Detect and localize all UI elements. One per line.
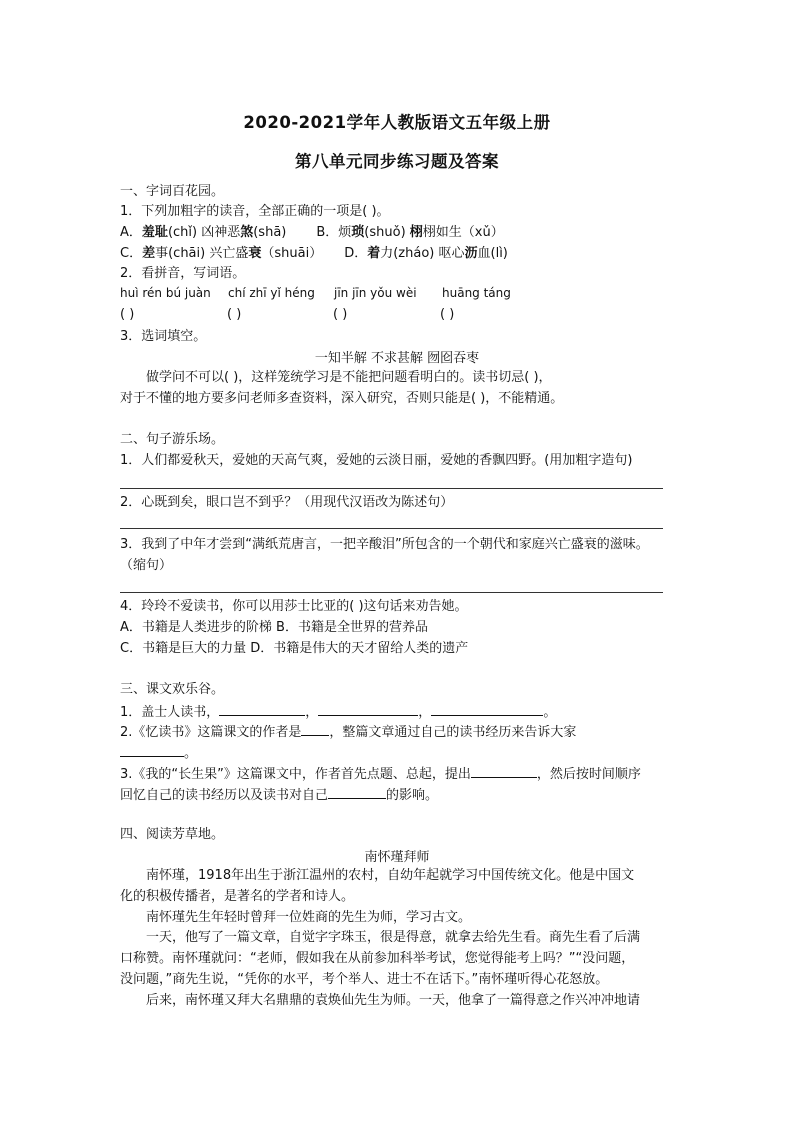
reading-title: 南怀瑾拜师 (364, 850, 430, 865)
reading-line: 口称赞。南怀瑾就问：“老师，假如我在从前参加科举考试，您觉得能考上吗？”“没问题， (120, 951, 635, 966)
s1-q3-paragraph-line-1: 做学问不可以( )，这样笼统学习是不能把问题看明白的。读书切忌( )， (146, 370, 552, 385)
word-choices: 一知半解 不求甚解 囫囵吞枣 (314, 351, 480, 366)
s1-question-2: 2．看拼音，写词语。 (120, 266, 246, 281)
s2-question-3-line-2: （缩句） (120, 558, 173, 573)
answer-bracket[interactable]: ( ) (333, 307, 348, 322)
document-subtitle: 第八单元同步练习题及答案 (295, 152, 499, 171)
s2-question-1: 1．人们都爱秋天，爱她的天高气爽，爱她的云淡日丽，爱她的香飘四野。(用加粗字造句) (120, 453, 633, 468)
pinyin-item: huāng táng (442, 286, 511, 300)
section-1-heading: 一、字词百花园。 (120, 184, 225, 199)
pinyin-item: huì rén bú juàn (120, 286, 211, 300)
s1-question-3: 3．选词填空。 (120, 329, 207, 344)
fill-blank[interactable] (120, 743, 184, 757)
s1-q3-paragraph-line-2: 对于不懂的地方要多问老师多查资料，深入研究，否则只能是( )，不能精通。 (120, 391, 564, 406)
s3-question-2-cont: 。 (120, 743, 197, 762)
answer-bracket[interactable]: ( ) (440, 307, 455, 322)
answer-line[interactable] (120, 528, 663, 529)
reading-line: 化的积极传播者，是著名的学者和诗人。 (120, 889, 355, 904)
section-4-heading: 四、阅读芳草地。 (120, 827, 225, 842)
answer-bracket[interactable]: ( ) (227, 307, 242, 322)
s2-q4-options-ab: A．书籍是人类进步的阶梯 B．书籍是全世界的营养品 (120, 620, 428, 635)
pinyin-item: jīn jīn yǒu wèi (334, 286, 417, 300)
pinyin-item: chí zhī yǐ héng (228, 286, 315, 300)
section-2-heading: 二、句子游乐场。 (120, 432, 225, 447)
fill-blank[interactable] (318, 702, 418, 716)
s2-question-2: 2．心既到矣，眼口岂不到乎？（用现代汉语改为陈述句） (120, 495, 454, 510)
s2-question-3-line-1: 3．我到了中年才尝到“满纸荒唐言，一把辛酸泪”所包含的一个朝代和家庭兴亡盛衰的滋味。 (120, 537, 649, 552)
fill-blank[interactable] (431, 702, 543, 716)
s3-question-3: 3.《我的“长生果”》这篇课文中，作者首先点题、总起，提出 ，然后按时间顺序 (120, 764, 641, 783)
reading-line: 没问题，”商先生说，“凭你的水平，考个举人、进士不在话下。”南怀瑾听得心花怒放。 (120, 972, 609, 987)
s3-question-2: 2.《忆读书》这篇课文的作者是 ，整篇文章通过自己的读书经历来告诉大家 (120, 722, 576, 741)
s2-question-4: 4．玲玲不爱读书，你可以用莎士比亚的( )这句话来劝告她。 (120, 599, 468, 614)
answer-bracket[interactable]: ( ) (120, 307, 135, 322)
s1-q1-options-ab: A．羞耻(chǐ) 凶神恶煞(shā) B．烦琐(shuǒ) 栩栩如生（xǔ） (120, 225, 504, 240)
reading-line: 南怀瑾，1918年出生于浙江温州的农村，自幼年起就学习中国传统文化。他是中国文 (146, 868, 635, 883)
fill-blank[interactable] (471, 764, 537, 778)
answer-line[interactable] (120, 592, 663, 593)
document-title: 2020-2021学年人教版语文五年级上册 (243, 113, 551, 132)
fill-blank[interactable] (328, 785, 386, 799)
section-3-heading: 三、课文欢乐谷。 (120, 682, 225, 697)
reading-line: 南怀瑾先生年轻时曾拜一位姓商的先生为师，学习古文。 (146, 910, 472, 925)
s1-question-1: 1．下列加粗字的读音，全部正确的一项是( )。 (120, 204, 390, 219)
answer-line[interactable] (120, 488, 663, 489)
fill-blank[interactable] (219, 702, 305, 716)
s2-q4-options-cd: C．书籍是巨大的力量 D．书籍是伟大的天才留给人类的遗产 (120, 641, 469, 656)
fill-blank[interactable] (301, 722, 329, 736)
s3-question-3-cont: 回忆自己的读书经历以及读书对自己 的影响。 (120, 785, 438, 804)
s1-q1-options-cd: C．差事(chāi) 兴亡盛衰（shuāi） D．着力(zháo) 呕心沥血(lì) (120, 246, 508, 261)
reading-line: 后来，南怀瑾又拜大名鼎鼎的袁焕仙先生为师。一天，他拿了一篇得意之作兴冲冲地请 (146, 993, 641, 1008)
s3-question-1: 1．盖士人读书， ， ， 。 (120, 702, 556, 721)
reading-line: 一天，他写了一篇文章，自觉字字珠玉，很是得意，就拿去给先生看。商先生看了后满 (146, 930, 641, 945)
